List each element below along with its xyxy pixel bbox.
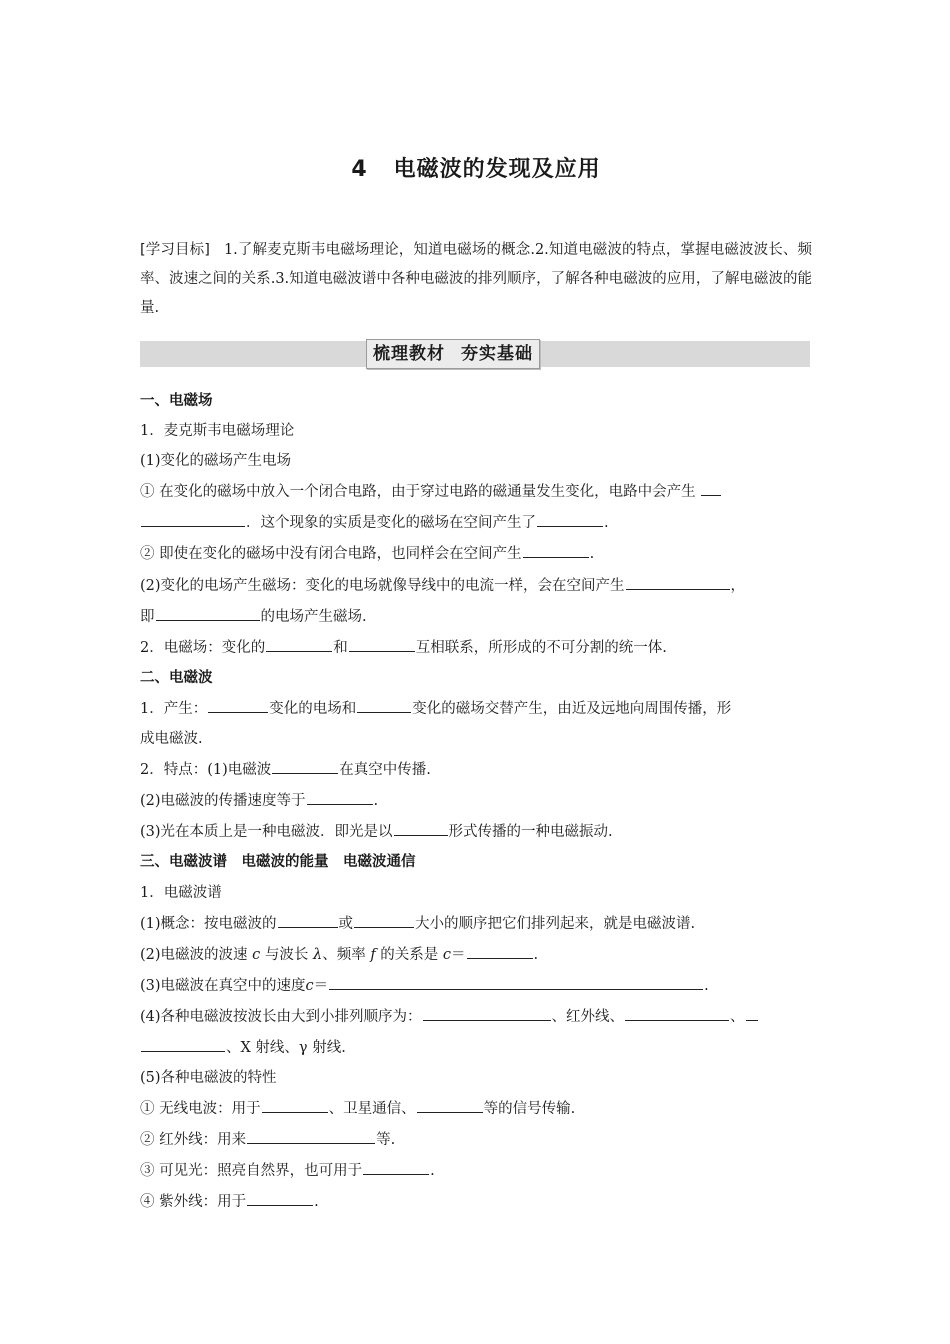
lesson-title: 电磁波的发现及应用 [393, 157, 601, 182]
text: (3)光在本质上是一种电磁波．即光是以 [140, 824, 393, 841]
text: (2)电磁波的传播速度等于 [140, 793, 306, 810]
fill-blank[interactable] [266, 632, 332, 652]
paragraph [140, 693, 812, 724]
text: ＝ [313, 977, 329, 994]
text: 的关系是 [380, 946, 439, 963]
text: . [314, 1194, 319, 1211]
text: . [604, 515, 609, 532]
paragraph [140, 570, 812, 601]
list-item: 1．电磁波谱 [140, 884, 222, 901]
paragraph [140, 785, 812, 816]
paragraph [140, 908, 812, 939]
text: 大小的顺序把它们排列起来，就是电磁波谱. [415, 915, 696, 932]
paragraph [140, 476, 812, 507]
paragraph [140, 1032, 812, 1063]
text: (4)各种电磁波按波长由大到小排列顺序为： [140, 1008, 422, 1025]
text: 等的信号传输. [483, 1101, 576, 1118]
text: ① 无线电波：用于 [140, 1101, 261, 1118]
paragraph [140, 507, 812, 538]
fill-blank[interactable] [363, 1155, 429, 1175]
text: (3)电磁波在真空中的速度 [140, 977, 306, 994]
banner-right: 夯实基础 [461, 344, 533, 364]
text: 变化的电场和 [269, 700, 357, 717]
fill-blank[interactable] [746, 1001, 758, 1021]
fill-blank[interactable] [625, 1001, 729, 1021]
fill-blank[interactable] [262, 1093, 328, 1113]
text: ＝ [451, 946, 466, 963]
text: 、频率 [322, 946, 366, 963]
fill-blank[interactable] [354, 908, 414, 928]
paragraph [140, 1093, 812, 1124]
paragraph [140, 1155, 812, 1186]
fill-blank[interactable] [278, 908, 338, 928]
text: 和 [333, 639, 348, 656]
fill-blank[interactable] [349, 632, 415, 652]
fill-blank[interactable] [467, 939, 533, 959]
section-heading: 二、电磁波 [140, 669, 213, 686]
text: ③ 可见光：照亮自然界，也可用于 [140, 1163, 363, 1180]
text: ① 在变化的磁场中放入一个闭合电路，由于穿过电路的磁通量发生变化，电路中会产生 [140, 484, 696, 501]
lesson-number: 4 [351, 157, 368, 182]
text: . [589, 546, 595, 563]
text: 变化的磁场交替产生，由近及远地向周围传播，形 [412, 700, 732, 717]
text: 形式传播的一种电磁振动. [448, 824, 613, 841]
paragraph [140, 538, 812, 569]
text: . [373, 793, 379, 810]
symbol-f: f [370, 946, 376, 963]
paragraph [140, 632, 812, 663]
fill-blank[interactable] [141, 507, 245, 527]
page-title [140, 152, 812, 183]
text: 、卫星通信、 [328, 1101, 416, 1118]
fill-blank[interactable] [272, 754, 338, 774]
list-item: 1．麦克斯韦电磁场理论 [140, 423, 295, 440]
fill-blank[interactable] [523, 538, 589, 558]
objectives-text: 1.了解麦克斯韦电磁场理论，知道电磁场的概念.2.知道电磁波的特点，掌握电磁波波长、频率、波速之间的关系.3.知道电磁波谱中各种电磁波的排列顺序，了解各种电磁波的应用，了解电磁波的能量. [140, 242, 812, 316]
paragraph [140, 1124, 812, 1155]
text: . [430, 1163, 435, 1180]
symbol-c: c [305, 977, 314, 994]
fill-blank[interactable] [537, 507, 603, 527]
text: 、红外线、 [551, 1008, 625, 1025]
fill-blank[interactable] [156, 601, 260, 621]
text: 在真空中传播. [339, 762, 431, 779]
fill-blank[interactable] [141, 1032, 225, 1052]
text: 1．产生： [140, 700, 208, 717]
objectives-tag: [学习目标] [140, 242, 210, 258]
text: 、 [730, 1008, 745, 1025]
fill-blank[interactable] [394, 816, 448, 836]
paragraph [140, 816, 812, 847]
text: 2．特点：(1)电磁波 [140, 762, 272, 779]
paragraph [140, 1186, 812, 1217]
text: 等. [376, 1132, 396, 1149]
document-body [140, 386, 812, 1218]
fill-blank[interactable] [329, 970, 703, 990]
text: 即 [140, 608, 155, 625]
fill-blank[interactable] [701, 476, 721, 496]
text: (2)变化的电场产生磁场：变化的电场就像导线中的电流一样，会在空间产生 [140, 577, 625, 594]
paragraph [140, 939, 812, 970]
text: ② 红外线：用来 [140, 1132, 247, 1149]
text: ② 即使在变化的磁场中没有闭合电路，也同样会在空间产生 [140, 546, 522, 563]
paragraph: (5)各种电磁波的特性 [140, 1070, 277, 1087]
section-heading: 一、电磁场 [140, 393, 213, 409]
paragraph: 成电磁波. [140, 731, 203, 748]
text: . [704, 977, 709, 994]
paragraph [140, 754, 812, 785]
text: 或 [338, 915, 354, 932]
fill-blank[interactable] [208, 693, 268, 713]
text: (2)电磁波的波速 [140, 946, 248, 963]
section-banner [140, 341, 810, 367]
text: ， [730, 577, 746, 594]
paragraph [140, 970, 812, 1001]
fill-blank[interactable] [307, 785, 373, 805]
paragraph: (1)变化的磁场产生电场 [140, 453, 292, 470]
fill-blank[interactable] [626, 570, 730, 590]
symbol-lambda: λ [313, 946, 323, 963]
text: . [533, 946, 539, 963]
fill-blank[interactable] [417, 1093, 483, 1113]
paragraph [140, 601, 812, 632]
fill-blank[interactable] [247, 1124, 375, 1144]
fill-blank[interactable] [357, 693, 411, 713]
symbol-c: c [252, 946, 261, 963]
paragraph [140, 1001, 812, 1032]
banner-label [366, 339, 540, 369]
symbol-c: c [442, 946, 452, 963]
learning-objectives [140, 236, 812, 323]
text: 2．电磁场：变化的 [140, 639, 266, 656]
fill-blank[interactable] [423, 1001, 551, 1021]
text: ．这个现象的实质是变化的磁场在空间产生了 [246, 515, 536, 532]
fill-blank[interactable] [247, 1186, 313, 1206]
section-heading: 三、电磁波谱 电磁波的能量 电磁波通信 [140, 854, 416, 871]
text: 互相联系，所形成的不可分割的统一体. [415, 639, 667, 656]
banner-left: 梳理教材 [373, 344, 445, 364]
text: 、X 射线、γ 射线. [226, 1039, 346, 1056]
text: ④ 紫外线：用于 [140, 1194, 247, 1211]
text: 的电场产生磁场. [260, 608, 367, 625]
text: (1)概念：按电磁波的 [140, 915, 277, 932]
text: 与波长 [264, 946, 309, 963]
